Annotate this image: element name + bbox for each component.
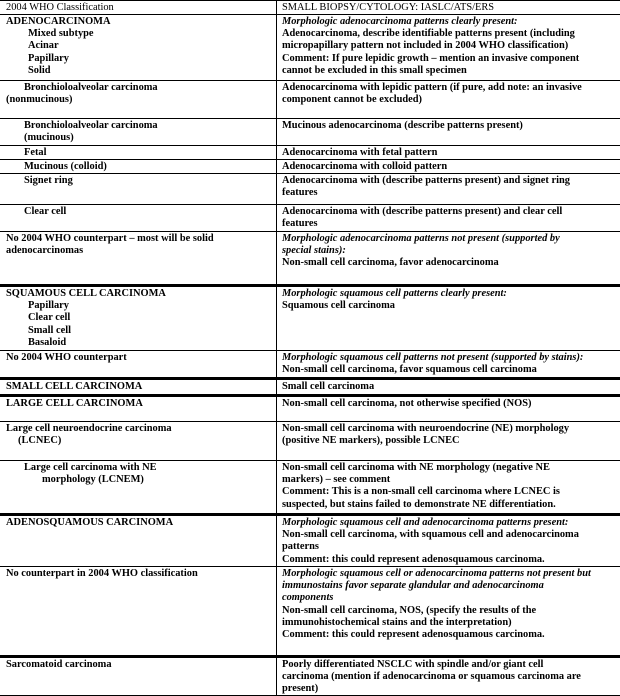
table-row [0,421,620,460]
table-row [0,460,620,513]
cell-line: features [282,187,318,199]
cell-line: present) [282,683,319,695]
cell-line: immunostains favor separate glandular and adenocarcinoma [282,580,544,592]
biopsy-cytology-cell [282,517,616,566]
cell-line: Non-small cell carcinoma, not otherwise specified (NOS) [282,398,532,409]
cell-line: No 2004 WHO counterpart [6,352,127,363]
table-row [0,377,620,394]
cell-line: Non-small cell carcinoma with NE morphology (negative NE [282,462,550,473]
cell-line: Clear cell [28,312,71,324]
cell-line: Bronchioloalveolar carcinoma [24,120,158,131]
table-row [0,145,620,159]
who-classification-cell [6,288,272,349]
cell-line: immunohistochemical stains and the interpretation) [282,616,512,628]
who-classification-cell [6,381,272,393]
cell-line: Poorly differentiated NSCLC with spindle and/or giant cell [282,659,544,670]
cell-line: (nonmucinous) [6,94,73,106]
cell-line: markers) – see comment [282,474,391,486]
who-classification-cell [6,659,272,671]
cell-line: Papillary [28,52,69,64]
cell-line: 2004 WHO Classification [6,2,114,13]
cell-line: Non-small cell carcinoma, NOS, (specify the results of the [282,604,537,616]
who-classification-cell [6,82,272,106]
who-classification-cell [6,16,272,77]
cell-line: Adenocarcinoma, describe identifiable patterns present (including [282,28,575,40]
table-row [0,284,620,350]
cell-line: Mixed subtype [28,28,94,40]
biopsy-cytology-cell [282,568,616,641]
cell-line: special stains): [282,245,346,257]
cell-line: Bronchioloalveolar carcinoma [24,82,158,93]
table-row [0,394,620,421]
biopsy-cytology-cell [282,161,616,173]
cell-line: (mucinous) [24,132,74,144]
cell-line: Mucinous (colloid) [24,161,107,172]
cell-line: Large cell neuroendocrine carcinoma [6,423,172,434]
cell-line: Comment: this could represent adenosquamous carcinoma. [282,553,545,565]
cell-line: LARGE CELL CARCINOMA [6,398,143,409]
cell-line: Signet ring [24,175,73,186]
cell-line: Non-small cell carcinoma with neuroendocrine (NE) morphology [282,423,570,434]
biopsy-cytology-cell [282,147,616,159]
cell-line: Squamous cell carcinoma [282,300,395,312]
cell-line: Morphologic squamous cell patterns clearly present: [282,288,507,299]
cell-line: Solid [28,64,51,76]
table-row [0,231,620,284]
biopsy-cytology-cell [282,233,616,270]
cell-line: ADENOSQUAMOUS CARCINOMA [6,517,174,528]
cell-line: suspected, but stains failed to demonstrate NE differentiation. [282,498,556,510]
biopsy-cytology-cell [282,206,616,230]
biopsy-cytology-cell [282,175,616,199]
biopsy-cytology-cell [282,82,616,106]
cell-line: micropapillary pattern not included in 2004 WHO classification) [282,40,569,52]
cell-line: Comment: This is a non-small cell carcinoma where LCNEC is [282,486,560,498]
who-classification-cell [6,423,272,447]
table-row [0,350,620,377]
cell-line: Adenocarcinoma with lepidic pattern (if pure, add note: an invasive [282,82,582,93]
who-classification-cell [6,352,272,364]
table-row [0,513,620,566]
cell-line: Adenocarcinoma with colloid pattern [282,161,448,172]
cell-line: Sarcomatoid carcinoma [6,659,112,670]
table-row [0,655,620,696]
cell-line: Comment: If pure lepidic growth – mention an invasive component [282,52,580,64]
biopsy-cytology-cell [282,352,616,376]
who-classification-cell [6,206,272,218]
table-row [0,14,620,80]
biopsy-cytology-cell [282,120,616,132]
cell-line: component cannot be excluded) [282,94,422,106]
cell-line: Small cell [28,324,71,336]
cell-line: Large cell carcinoma with NE [24,462,157,473]
who-classification-cell [6,462,272,486]
cell-line: Non-small cell carcinoma, favor adenocarcinoma [282,257,499,269]
cell-line: SQUAMOUS CELL CARCINOMA [6,288,166,299]
cell-line: (positive NE markers), possible LCNEC [282,435,460,447]
cell-line: Acinar [28,40,59,52]
biopsy-cytology-cell [282,288,616,312]
cell-line: features [282,218,318,230]
cell-line: Mucinous adenocarcinoma (describe patterns present) [282,120,523,131]
table-row [0,80,620,118]
cell-line: Comment: this could represent adenosquamous carcinoma. [282,629,545,641]
cell-line: Small cell carcinoma [282,381,375,392]
who-classification-cell [6,233,272,257]
cell-line: Basaloid [28,336,67,348]
cell-line: Morphologic squamous cell and adenocarcinoma patterns present: [282,517,569,528]
cell-line: No counterpart in 2004 WHO classification [6,568,198,579]
cell-line: Morphologic squamous cell patterns not present (supported by stains): [282,352,584,363]
cell-line: No 2004 WHO counterpart – most will be solid [6,233,214,244]
cell-line: Morphologic squamous cell or adenocarcinoma patterns not present but [282,568,591,579]
cell-line: Morphologic adenocarcinoma patterns not present (supported by [282,233,560,244]
cell-line: Non-small cell carcinoma, with squamous cell and adenocarcinoma [282,529,579,541]
cell-line: adenocarcinomas [6,245,84,257]
who-classification-cell [6,517,272,529]
header-left-cell [6,2,272,14]
table-row [0,566,620,655]
table-row [0,173,620,204]
cell-line: SMALL BIOPSY/CYTOLOGY: IASLC/ATS/ERS [282,2,495,13]
biopsy-cytology-cell [282,398,616,410]
who-classification-cell [6,175,272,187]
biopsy-cytology-cell [282,16,616,77]
who-classification-cell [6,568,272,580]
cell-line: Adenocarcinoma with (describe patterns present) and clear cell [282,206,563,217]
header-row [0,0,620,14]
cell-line: (LCNEC) [18,435,62,447]
who-classification-cell [6,120,272,144]
cell-line: cannot be excluded in this small specimen [282,64,467,76]
biopsy-cytology-cell [282,423,616,447]
table-row [0,118,620,145]
cell-line: carcinoma (mention if adenocarcinoma or squamous carcinoma are [282,671,581,683]
who-classification-cell [6,398,272,410]
cell-line: Papillary [28,300,69,312]
cell-line: morphology (LCNEM) [42,474,144,486]
table-row [0,159,620,173]
biopsy-cytology-cell [282,462,616,511]
cell-line: Morphologic adenocarcinoma patterns clearly present: [282,16,518,27]
cell-line: patterns [282,541,319,553]
cell-line: Adenocarcinoma with fetal pattern [282,147,438,158]
cell-line: Clear cell [24,206,67,217]
cell-line: SMALL CELL CARCINOMA [6,381,143,392]
biopsy-cytology-cell [282,381,616,393]
cell-line: Adenocarcinoma with (describe patterns present) and signet ring [282,175,570,186]
cell-line: ADENOCARCINOMA [6,16,111,27]
header-right-cell [282,2,616,14]
table-row [0,204,620,231]
biopsy-cytology-cell [282,659,616,696]
cell-line: Non-small cell carcinoma, favor squamous cell carcinoma [282,364,537,376]
cell-line: components [282,592,334,604]
cell-line: Fetal [24,147,47,158]
who-classification-cell [6,147,272,159]
who-classification-cell [6,161,272,173]
